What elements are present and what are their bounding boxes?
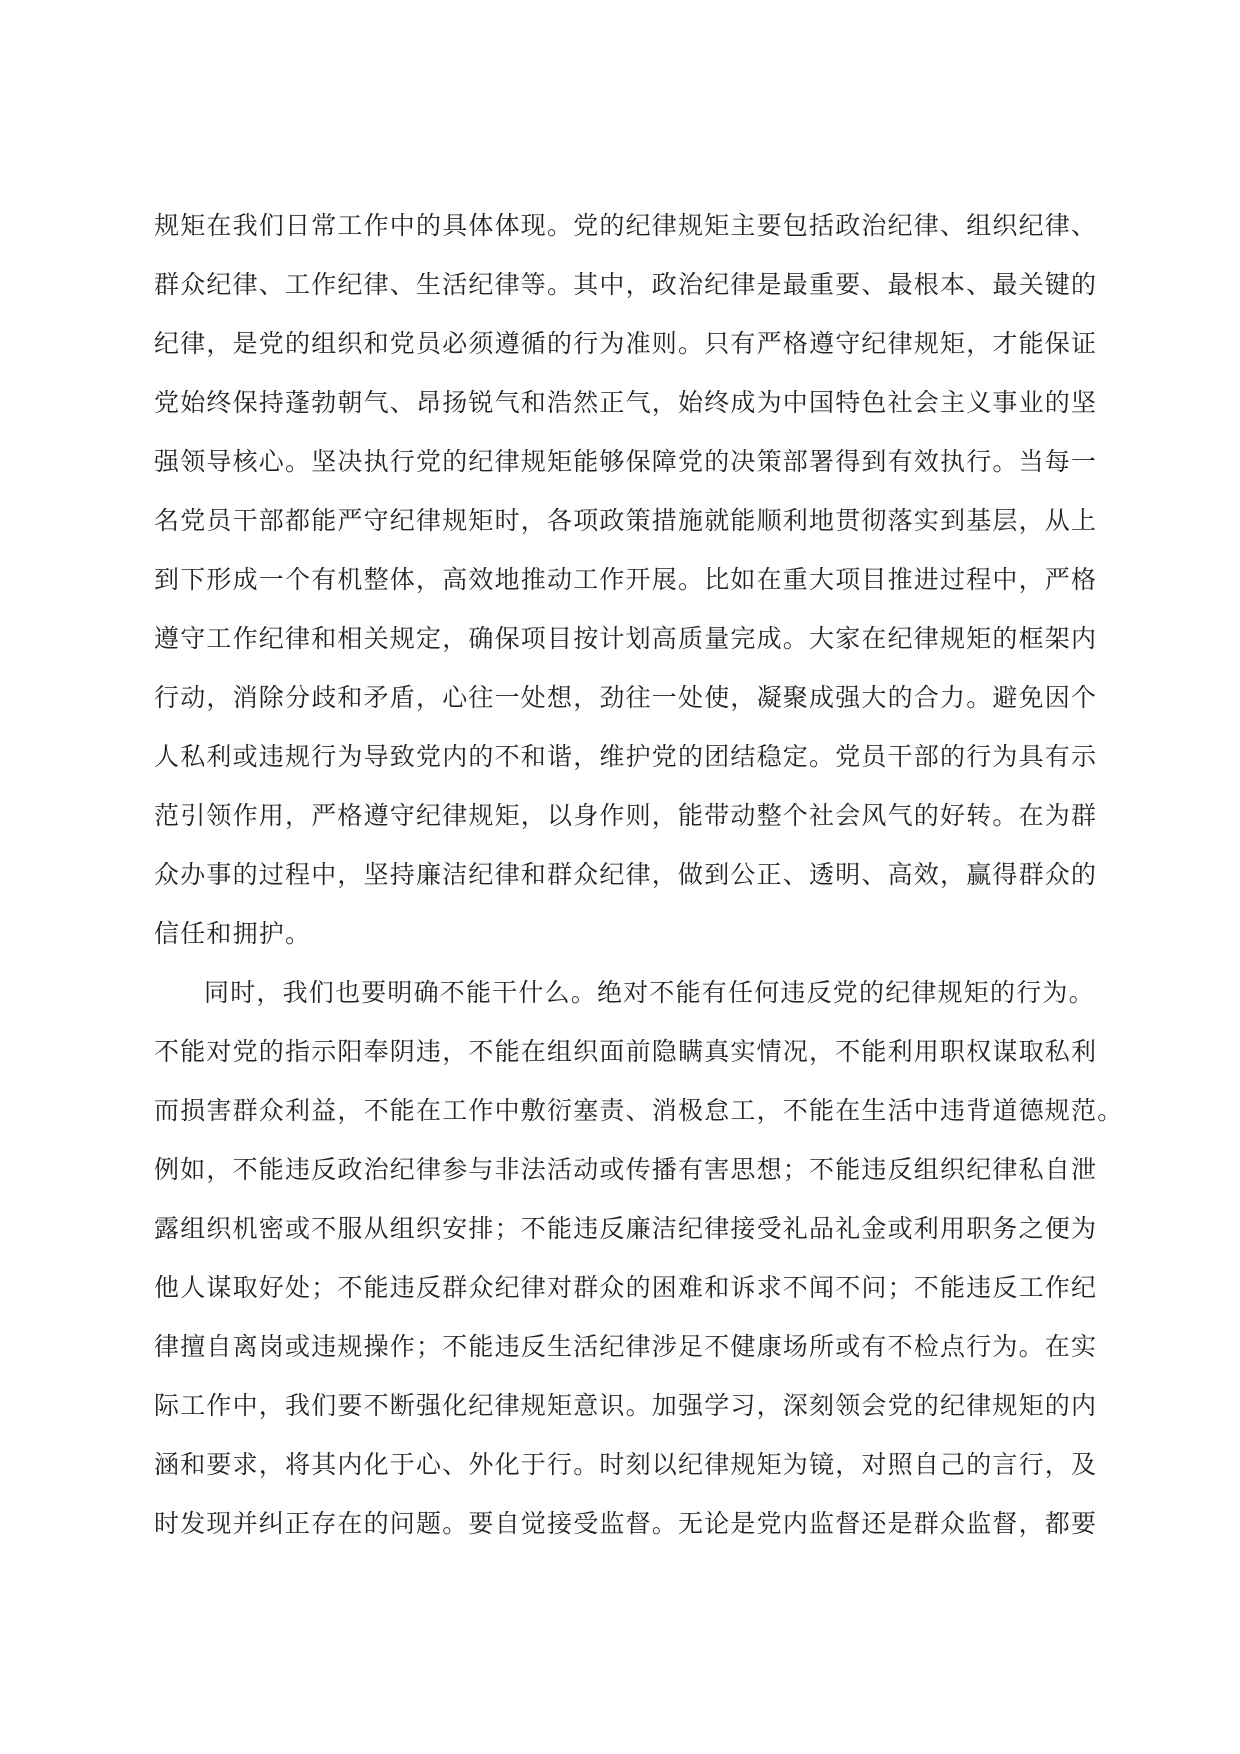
- text-line: 纪律，是党的组织和党员必须遵循的行为准则。只有严格遵守纪律规矩，才能保证: [154, 329, 1098, 358]
- text-line: 名党员干部都能严守纪律规矩时，各项政策措施就能顺利地贯彻落实到基层，从上: [154, 506, 1098, 535]
- text-line: 露组织机密或不服从组织安排；不能违反廉洁纪律接受礼品礼金或利用职务之便为: [154, 1214, 1098, 1243]
- text-line: 他人谋取好处；不能违反群众纪律对群众的困难和诉求不闻不问；不能违反工作纪: [154, 1273, 1098, 1302]
- text-line: 不能对党的指示阳奉阴违，不能在组织面前隐瞒真实情况，不能利用职权谋取私利: [154, 1037, 1098, 1066]
- text-line: 到下形成一个有机整体，高效地推动工作开展。比如在重大项目推进过程中，严格: [154, 565, 1098, 594]
- text-line: 遵守工作纪律和相关规定，确保项目按计划高质量完成。大家在纪律规矩的框架内: [154, 624, 1098, 653]
- text-line: 群众纪律、工作纪律、生活纪律等。其中，政治纪律是最重要、最根本、最关键的: [154, 270, 1098, 299]
- text-line: 规矩在我们日常工作中的具体体现。党的纪律规矩主要包括政治纪律、组织纪律、: [154, 211, 1098, 240]
- text-line: 人私利或违规行为导致党内的不和谐，维护党的团结稳定。党员干部的行为具有示: [154, 742, 1098, 771]
- paragraph-first-line: 同时，我们也要明确不能干什么。绝对不能有任何违反党的纪律规矩的行为。: [204, 978, 1095, 1007]
- text-line: 时发现并纠正存在的问题。要自觉接受监督。无论是党内监督还是群众监督，都要: [154, 1509, 1098, 1538]
- text-line: 而损害群众利益，不能在工作中敷衍塞责、消极怠工，不能在生活中违背道德规范。: [154, 1096, 1124, 1125]
- text-line: 众办事的过程中，坚持廉洁纪律和群众纪律，做到公正、透明、高效，赢得群众的: [154, 860, 1098, 889]
- text-line: 强领导核心。坚决执行党的纪律规矩能够保障党的决策部署得到有效执行。当每一: [154, 447, 1098, 476]
- text-line: 例如，不能违反政治纪律参与非法活动或传播有害思想；不能违反组织纪律私自泄: [154, 1155, 1098, 1184]
- text-line: 际工作中，我们要不断强化纪律规矩意识。加强学习，深刻领会党的纪律规矩的内: [154, 1391, 1098, 1420]
- document-body: [154, 196, 1124, 1553]
- text-line: 信任和拥护。: [154, 919, 312, 948]
- text-line: 行动，消除分歧和矛盾，心往一处想，劲往一处使，凝聚成强大的合力。避免因个: [154, 683, 1098, 712]
- text-line: 律擅自离岗或违规操作；不能违反生活纪律涉足不健康场所或有不检点行为。在实: [154, 1332, 1098, 1361]
- text-line: 党始终保持蓬勃朝气、昂扬锐气和浩然正气，始终成为中国特色社会主义事业的坚: [154, 388, 1098, 417]
- text-line: 涵和要求，将其内化于心、外化于行。时刻以纪律规矩为镜，对照自己的言行，及: [154, 1450, 1098, 1479]
- text-line: 范引领作用，严格遵守纪律规矩，以身作则，能带动整个社会风气的好转。在为群: [154, 801, 1098, 830]
